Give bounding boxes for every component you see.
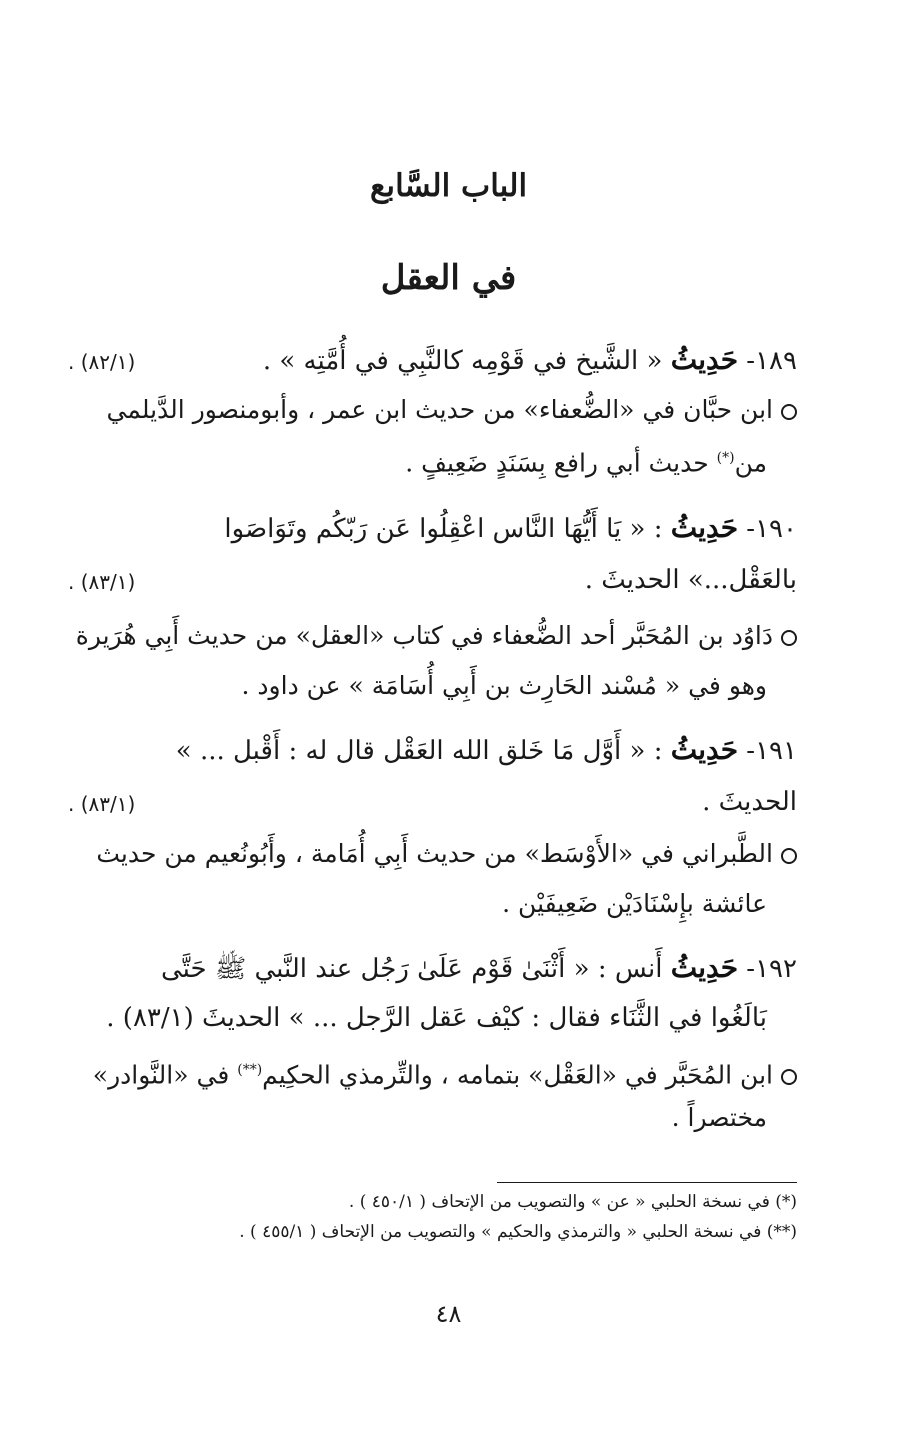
- bullet-circle-icon: [781, 848, 797, 864]
- bullet-circle-icon: [781, 404, 797, 420]
- hadith-text: أَنس : « أَثْنَىٰ قَوْم عَلَىٰ رَجُل عند النَّبي ﷺ حَتَّى: [160, 954, 663, 984]
- hadith-text: « الشَّيخ في قَوْمِه كالنَّبِي في أُمَّتِه » .: [262, 346, 663, 376]
- source-note: عائشة بإِسْنَادَيْن ضَعِيفَيْن .: [502, 889, 767, 918]
- footnote-1: (*) في نسخة الحلبي « عن » والتصويب من الإتحاف ( ٤٥٠/١ ) .: [348, 1192, 797, 1212]
- source-note: حديث أبي رافع بِسَنَدٍ ضَعِيفٍ .: [405, 448, 709, 478]
- source-note-prefix: من: [734, 448, 767, 478]
- source-note: في «النَّوادر»: [92, 1060, 230, 1090]
- hadith-text: : « يَا أَيُّهَا النَّاس اعْقِلُوا عَن رَبّكُم وتَوَاصَوا: [224, 514, 663, 544]
- chapter-label: الباب السَّابع: [369, 168, 528, 204]
- hadith-text: بالعَقْل...» الحديثَ .: [584, 565, 797, 595]
- footnote-2: (**) في نسخة الحلبي « والترمذي والحكيم » والتصويب من الإتحاف ( ٤٥٥/١ ) .: [239, 1222, 797, 1242]
- hadith-text: : « أَوَّل مَا خَلق الله العَقْل قال له : أَقْبل ... »: [175, 736, 663, 766]
- source-note: ابن المُحَبَّر في «العَقْل» بتمامه ، والتِّرمذي الحكِيم: [262, 1060, 773, 1090]
- hadith-keyword: حَدِيثُ: [670, 343, 739, 376]
- source-note: الطَّبراني في «الأَوْسَط» من حديث أَبِي أُمَامة ، وأَبُونُعيم من حديث: [96, 839, 773, 868]
- hadith-entry-192: ١٩٢- حَدِيثُ أَنس : « أَثْنَىٰ قَوْم عَلَىٰ رَجُل عند النَّبي ﷺ حَتَّى بَالَغُوا في الثَّنَاء فقال : كيْف عَقل الرَّجل ... » الحديثَ (٨٣/١) . ابن المُحَبَّر في «العَقْل» بتمامه ، والتِّرمذي الحكِيم(**) في «النَّوادر» مختصراً .: [92, 951, 797, 1132]
- chapter-title: في العقل: [380, 258, 517, 298]
- page-number: ٤٨: [435, 1300, 462, 1328]
- volume-reference: (٨٢/١) .: [68, 350, 136, 374]
- hadith-keyword: حَدِيثُ: [670, 511, 739, 544]
- hadith-keyword: حَدِيثُ: [670, 951, 739, 984]
- hadith-entry-190: ١٩٠- حَدِيثُ : « يَا أَيُّهَا النَّاس اعْقِلُوا عَن رَبّكُم وتَوَاصَوا بالعَقْل...» الحديثَ . (٨٣/١) . دَاوُد بن المُحَبَّر أحد الضُّعفاء في كتاب «العقل» من حديث أَبِي هُرَيرة وهو في « مُسْند الحَارِث بن أَبِي أُسَامَة » عن داود .: [68, 511, 797, 700]
- hadith-text: الحديثَ .: [702, 787, 797, 817]
- bullet-circle-icon: [781, 630, 797, 646]
- source-note: مختصراً .: [671, 1103, 767, 1132]
- hadith-keyword: حَدِيثُ: [670, 733, 739, 766]
- volume-reference: (٨٣/١) .: [68, 792, 136, 816]
- footnote-divider: [497, 1182, 797, 1183]
- source-note: ابن حبَّان في «الضُّعفاء» من حديث ابن عمر ، وأبومنصور الدَّيلمي: [106, 395, 773, 424]
- source-note: وهو في « مُسْند الحَارِث بن أَبِي أُسَامَة » عن داود .: [241, 671, 767, 700]
- entry-number: ١٩٠: [755, 514, 797, 544]
- footnote-marker: (**): [237, 1062, 263, 1078]
- hadith-entry-191: ١٩١- حَدِيثُ : « أَوَّل مَا خَلق الله العَقْل قال له : أَقْبل ... » الحديثَ . (٨٣/١) . الطَّبراني في «الأَوْسَط» من حديث أَبِي أُمَامة ، وأَبُونُعيم من حديث عائشة بإِسْنَادَيْن ضَعِيفَيْن .: [68, 733, 797, 918]
- bullet-circle-icon: [781, 1069, 797, 1085]
- entry-number: ١٩٢: [755, 954, 797, 984]
- hadith-text: بَالَغُوا في الثَّنَاء فقال : كيْف عَقل الرَّجل ... » الحديثَ (٨٣/١) .: [106, 1003, 767, 1033]
- footnote-marker: (*): [716, 450, 735, 466]
- hadith-entry-189: ١٨٩- حَدِيثُ « الشَّيخ في قَوْمِه كالنَّبِي في أُمَّتِه » . (٨٢/١) . ابن حبَّان في «الضُّعفاء» من حديث ابن عمر ، وأبومنصور الدَّيلمي من(*) حديث أبي رافع بِسَنَدٍ ضَعِيفٍ .: [68, 343, 797, 478]
- entry-number: ١٩١: [755, 736, 797, 766]
- volume-reference: (٨٣/١) .: [68, 570, 136, 594]
- entry-number: ١٨٩: [755, 346, 797, 376]
- source-note: دَاوُد بن المُحَبَّر أحد الضُّعفاء في كتاب «العقل» من حديث أَبِي هُرَيرة: [75, 621, 773, 650]
